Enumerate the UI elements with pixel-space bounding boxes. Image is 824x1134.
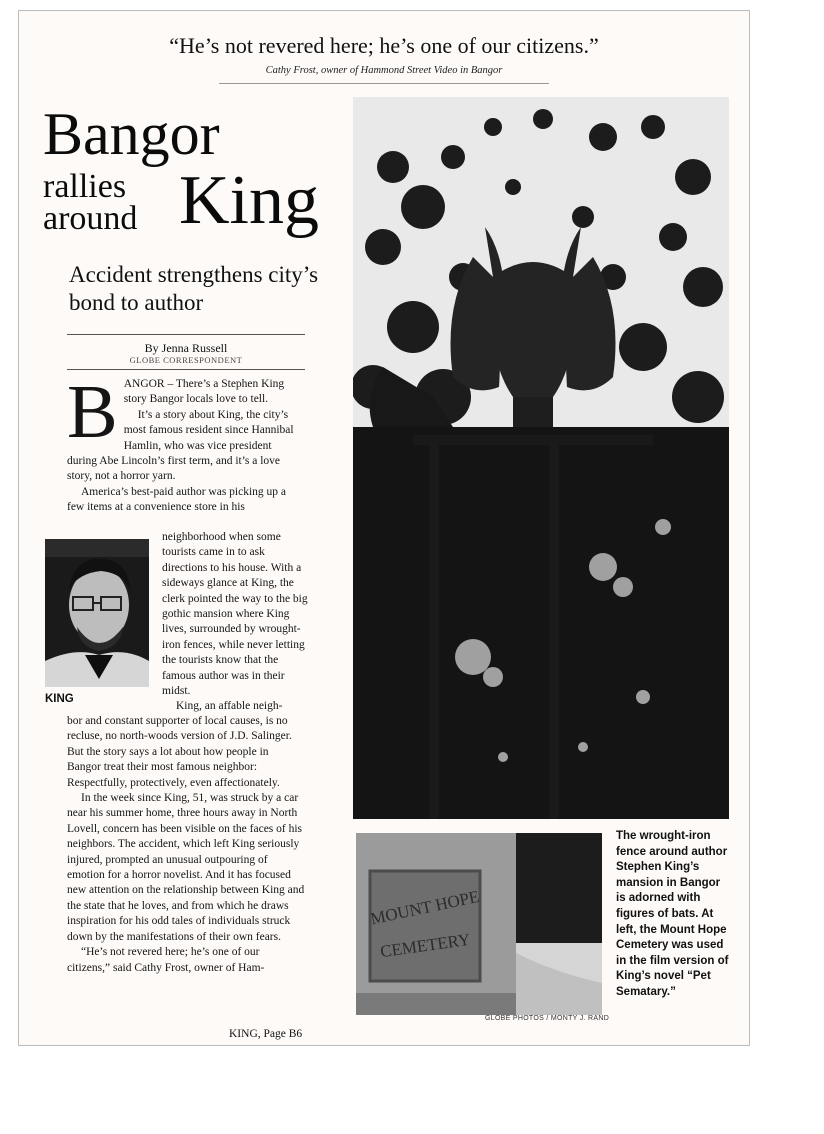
headline-rallies: rallies: [43, 168, 127, 205]
divider: [219, 83, 549, 84]
cemetery-sign-image: [356, 833, 602, 1015]
pull-quote: “He’s not revered here; he’s one of our citizens.”: [169, 33, 599, 58]
headline-king: King: [179, 162, 319, 239]
headline-around: around: [43, 200, 138, 237]
bat-fence-photo: [353, 97, 729, 819]
newspaper-page: [18, 10, 750, 1046]
paragraph-3-continued: neighborhood when some tourists came in to ask directions to his house. With a sideways glance at King, the clerk pointed the way to the big gothic mansion where King lives, surrounded by wrought-iron fences, while never letting the tourists know that the famous author was in their midst.: [162, 531, 308, 698]
bat-fence-image: [353, 97, 729, 819]
portrait-image: [45, 539, 149, 687]
king-portrait-photo: [45, 539, 149, 687]
byline-title: GLOBE CORRESPONDENT: [129, 355, 243, 365]
photo-credit: GLOBE PHOTOS / MONTY J. RAND: [485, 1015, 610, 1022]
paragraph-lede: ANGOR – There’s a Stephen King story Bangor locals love to tell.: [123, 378, 285, 406]
paragraph-4-continued: bor and constant supporter of local causes, is no recluse, no north-woods version of J.D. Salinger. But the story says a lot about how people in Bangor treat their most famous neighbor: Respectfully, protectively, even affectionately.: [67, 715, 292, 789]
sign-text-line1: MOUNT HOPE: [368, 886, 481, 929]
paragraph-3: America’s best-paid author was picking up a few items at a convenience store in his: [67, 485, 287, 514]
article-column-top: [67, 370, 303, 516]
headline-bangor: Bangor: [43, 101, 220, 167]
sign-text-line2: CEMETERY: [379, 929, 472, 962]
pull-quote-attribution: Cathy Frost, owner of Hammond Street Video in Bangor: [265, 65, 503, 76]
cemetery-sign-photo: [356, 833, 602, 1015]
paragraph-2: It’s a story about King, the city’s most famous resident since Hannibal Hamlin, who was vice president during Abe Lincoln’s first term, and it’s a love story, not a horror yarn.: [67, 408, 294, 483]
paragraph-4: King, an affable neigh-: [176, 700, 283, 713]
portrait-caption: KING: [45, 693, 74, 705]
article-column-narrow: [162, 530, 308, 715]
byline-author: By Jenna Russell: [144, 341, 228, 355]
jump-line: KING, Page B6: [229, 1028, 303, 1040]
subheadline: Accident strengthens city’s bond to author: [69, 262, 319, 315]
divider: [67, 334, 305, 335]
paragraph-5: In the week since King, 51, was struck by a car near his summer home, three hours away in North Lovell, concern has been visible on the faces of his neighbors. The accident, which left King seriously injured, prompted an unusual outpouring of emotion for a horror novelist. And it has focused new attention on the relationship between King and the state that he loves, and from which he draws inspiration for his odd tales of individuals struck down by the manifestations of their own fears.: [67, 792, 305, 943]
paragraph-6: “He’s not revered here; he’s one of our citizens,” said Cathy Frost, owner of Ham-: [67, 946, 265, 974]
photo-cutline: The wrought-iron fence around author Stephen King’s mansion in Bangor is adorned with figures of bats. At left, the Mount Hope Cemetery was used in the film version of King’s novel “Pet Sematary.”: [616, 830, 729, 998]
drop-cap: B: [67, 370, 118, 454]
article-column-bottom: [67, 714, 305, 976]
